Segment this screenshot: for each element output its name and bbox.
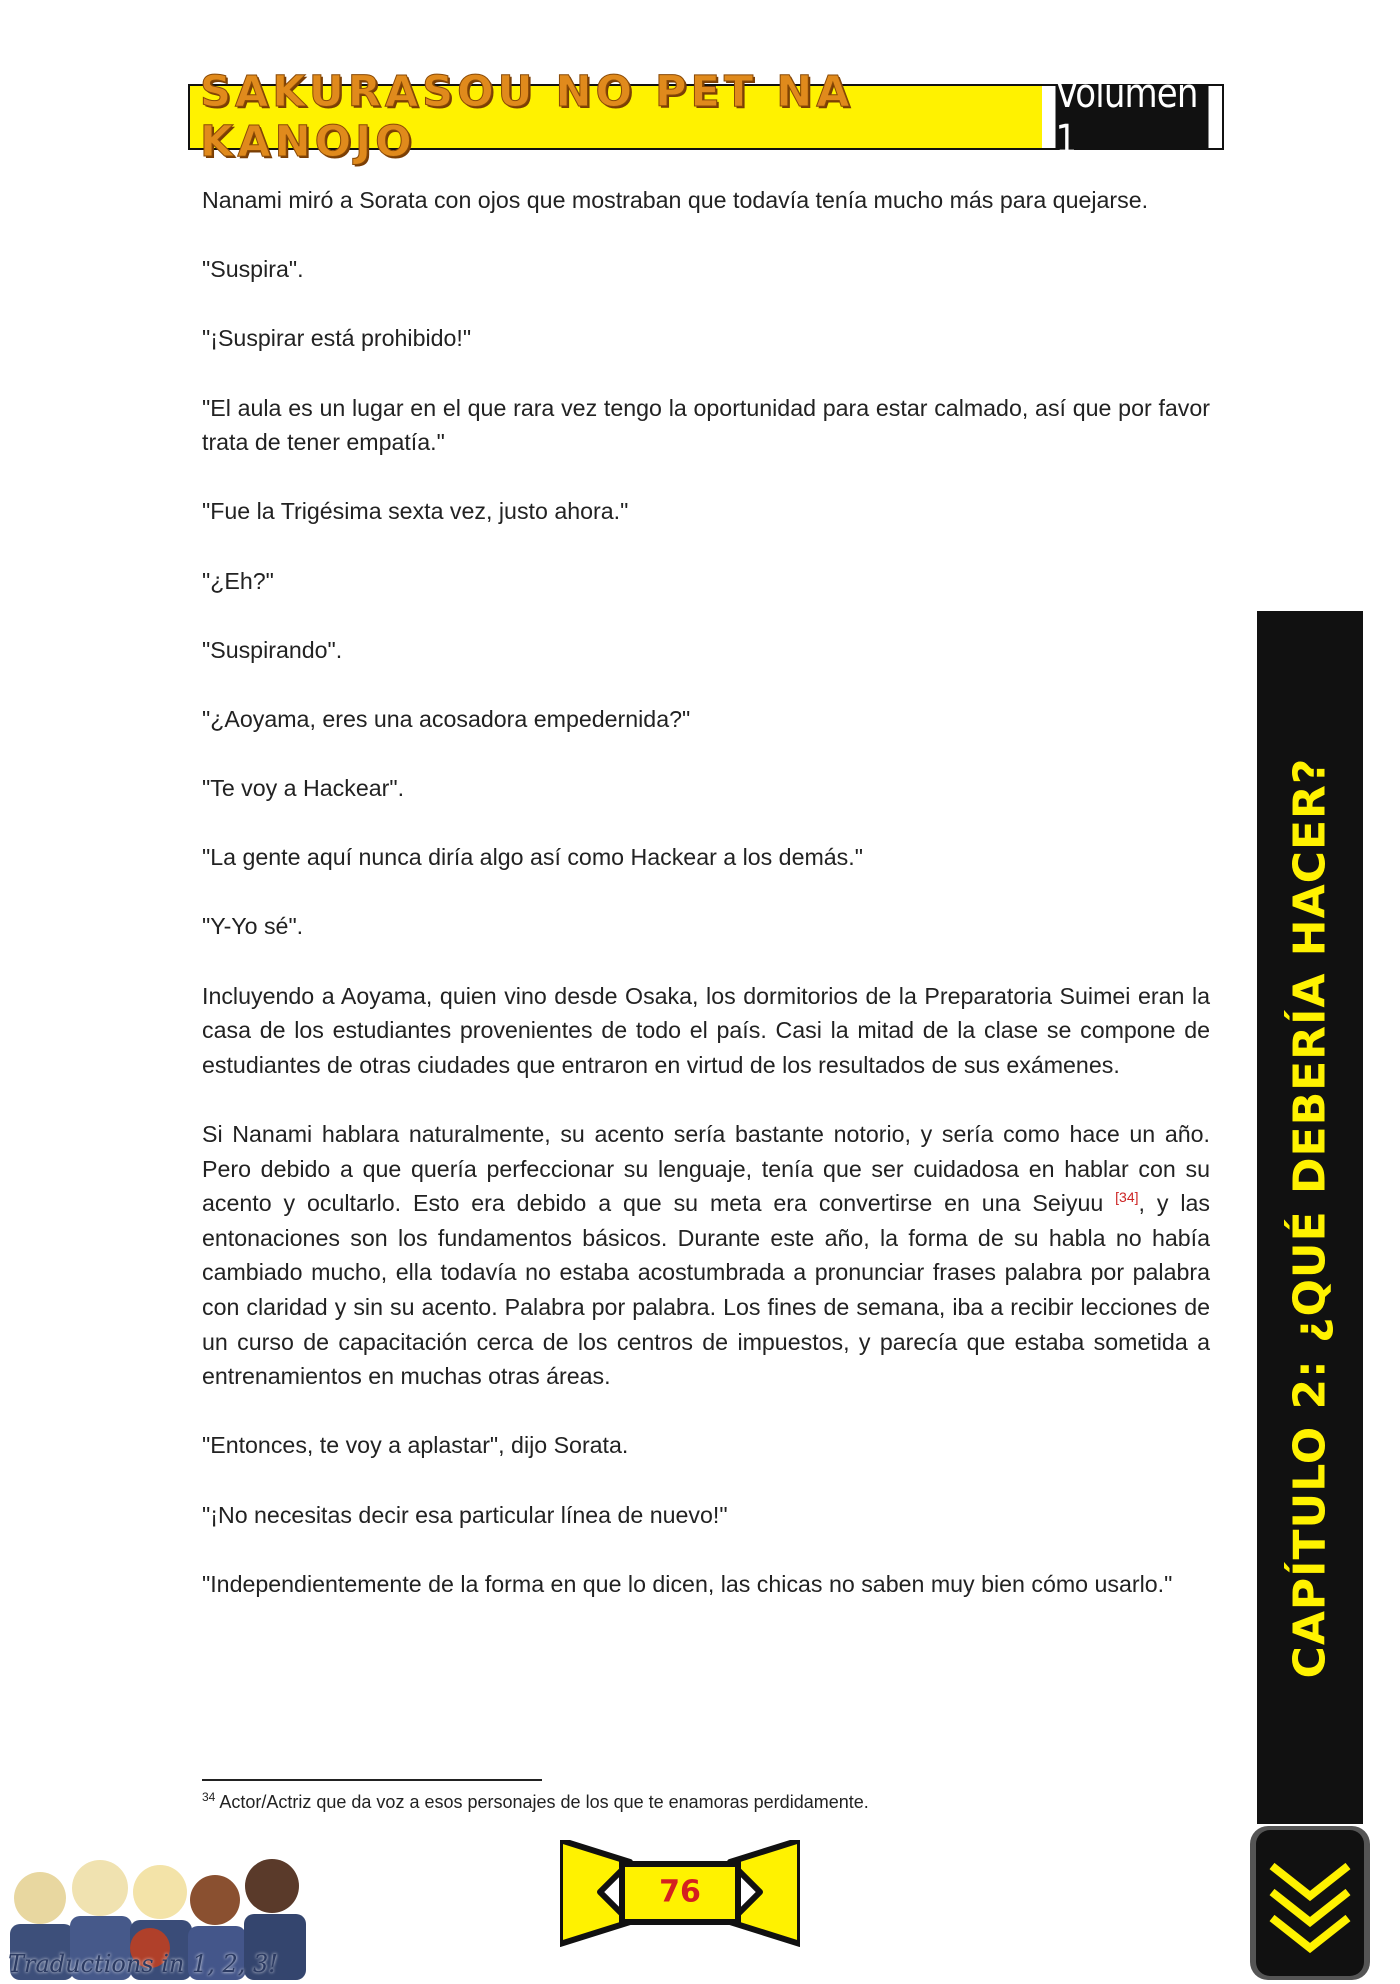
paragraph-with-reference xyxy=(202,1117,1210,1394)
paragraph-text: , y las entonaciones son los fundamentos básicos. Durante este año, la forma de su habla no había cambiado mucho, ella todavía no estaba acostumbrada a pronunciar frases palabra por palabra con claridad y sin su acento. Palabra por palabra. Los fines de semana, iba a recibir lecciones de un curso de capacitación cerca de los centros de impuestos, y parecía que estaba sometida a entrenamientos en muchas otras áreas. xyxy=(202,1190,1210,1390)
footnote-reference-link[interactable]: [34] xyxy=(1115,1189,1139,1206)
page-number-badge xyxy=(560,1840,800,1950)
paragraph: "El aula es un lugar en el que rara vez tengo la oportunidad para estar calmado, así que por favor trata de tener empatía." xyxy=(202,394,1210,456)
volume-label: Volumen 1 xyxy=(1056,86,1209,148)
footnote xyxy=(202,1790,1102,1814)
paragraph: "Y-Yo sé". xyxy=(202,913,304,940)
series-title: SAKURASOU NO PET NA KANOJO xyxy=(190,86,1042,148)
page-number: 76 xyxy=(659,1874,701,1910)
chevron-down-icon xyxy=(1250,1826,1370,1980)
footnote-text: Actor/Actriz que da voz a esos personajes de los que te enamoras perdidamente. xyxy=(215,1792,869,1812)
paragraph: "Suspirando". xyxy=(202,636,343,663)
paragraph: "Independientemente de la forma en que lo dicen, las chicas no saben muy bien cómo usarlo." xyxy=(202,1570,1173,1597)
paragraph: Incluyendo a Aoyama, quien vino desde Osaka, los dormitorios de la Preparatoria Suimei eran la casa de los estudiantes provenientes de todo el país. Casi la mitad de la clase se compone de estudiantes de otras ciudades que entraron en virtud de los resultados de sus exámenes. xyxy=(202,982,1210,1078)
paragraph: "¡No necesitas decir esa particular línea de nuevo!" xyxy=(202,1501,728,1528)
paragraph: Nanami miró a Sorata con ojos que mostraban que todavía tenía mucho más para quejarse. xyxy=(202,187,1149,213)
credits-illustration xyxy=(0,1828,320,1980)
paragraph: "¿Aoyama, eres una acosadora empedernida?" xyxy=(202,705,691,732)
page-header xyxy=(188,67,1224,167)
paragraph: "¡Suspirar está prohibido!" xyxy=(202,325,472,352)
chapter-sidebar xyxy=(1257,611,1363,1824)
chapter-title: CAPÍTULO 2: ¿QUÉ DEBERÍA HACER? xyxy=(1284,757,1336,1678)
paragraph: "Te voy a Hackear". xyxy=(202,775,405,802)
paragraph-text: Si Nanami hablara naturalmente, su acento sería bastante notorio, y sería como hace un año. Pero debido a que quería perfeccionar su lenguaje, tenía que ser cuidadosa en hablar con su acento y ocultarlo. Esto era debido a que su meta era convertirse en una Seiyuu xyxy=(202,1121,1210,1217)
paragraph: "Fue la Trigésima sexta vez, justo ahora." xyxy=(202,498,629,525)
footnote-number: 34 xyxy=(202,1790,216,1804)
paragraph: "La gente aquí nunca diría algo así como Hackear a los demás." xyxy=(202,844,863,871)
paragraph: "Entonces, te voy a aplastar", dijo Sorata. xyxy=(202,1432,629,1459)
body-text xyxy=(202,183,1210,1601)
paragraph: "Suspira". xyxy=(202,256,304,283)
credits-text: Traductions in 1, 2, 3! xyxy=(8,1950,278,1978)
footnote-divider xyxy=(202,1779,542,1781)
paragraph: "¿Eh?" xyxy=(202,567,274,594)
